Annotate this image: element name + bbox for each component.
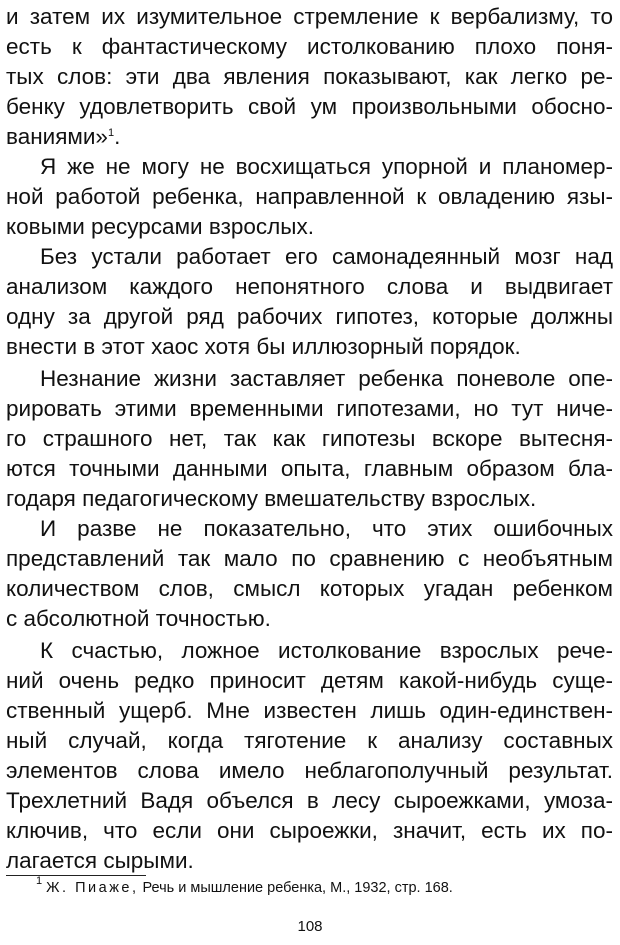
page-number: 108 (297, 918, 323, 935)
text-line: внести в этот хаос хотя бы иллюзорный порядок. (6, 334, 521, 359)
text-line: ковыми ресурсами взрослых. (6, 214, 314, 239)
text-line: представлений так мало по сравнению с необъятным (6, 546, 613, 571)
text-line: ются точными данными опыта, главным образом бла- (6, 456, 613, 481)
text-line: и затем их изумительное стремление к вербализму, то (6, 4, 613, 29)
text-line: элементов слова имело неблагополучный результат. (6, 758, 613, 783)
footnote-reference: 1 (107, 127, 115, 139)
text-line: го страшного нет, так как гипотезы вскоре вытесня- (6, 426, 613, 451)
text-line: годаря педагогическому вмешательству взрослых. (6, 486, 537, 511)
text-line: количеством слов, смысл которых угадан ребенком (6, 576, 613, 601)
text-line: ваниями»$^1$. (6, 124, 121, 149)
text-line: с абсолютной точностью. (6, 606, 271, 631)
text-line: бенку удовлетворить свой ум произвольными обосно- (6, 94, 613, 119)
text-line: Незнание жизни заставляет ребенка поневоле опе- (40, 366, 613, 391)
footnote-marker: 1 (36, 875, 43, 887)
text-line: ственный ущерб. Мне известен лишь один-единствен- (6, 698, 613, 723)
text-line: лагается сырыми. (6, 848, 194, 873)
text-line: одну за другой ряд рабочих гипотез, которые должны (6, 304, 613, 329)
text-line: Без устали работает его самонадеянный мозг над (40, 244, 613, 269)
text-line: К счастью, ложное истолкование взрослых рече- (40, 638, 613, 663)
text-line: ный случай, когда тяготение к анализу составных (6, 728, 613, 753)
text-line: ключив, что если они сыроежки, значит, есть их по- (6, 818, 613, 843)
text-line: тых слов: эти два явления показывают, как легко ре- (6, 64, 613, 89)
text-line: ний очень редко приносит детям какой-нибудь суще- (6, 668, 613, 693)
footnote-divider (6, 875, 146, 876)
text-line: анализом каждого непонятного слова и выдвигает (6, 274, 613, 299)
text-line: есть к фантастическому истолкованию плохо поня- (6, 34, 613, 59)
text-line: ной работой ребенка, направленной к овладению язы- (6, 184, 613, 209)
text-line: Трехлетний Вадя объелся в лесу сыроежками, умоза- (6, 788, 613, 813)
footnote (36, 875, 453, 898)
footnote-author: Ж. Пиаже, (46, 880, 139, 896)
text-line: Я же не могу не восхищаться упорной и планомер- (40, 154, 613, 179)
footnote-text: Речь и мышление ребенка, М., 1932, стр. 168. (142, 880, 453, 896)
text-line: И разве не показательно, что этих ошибочных (40, 516, 613, 541)
text-line: рировать этими временными гипотезами, но тут ниче- (6, 396, 613, 421)
